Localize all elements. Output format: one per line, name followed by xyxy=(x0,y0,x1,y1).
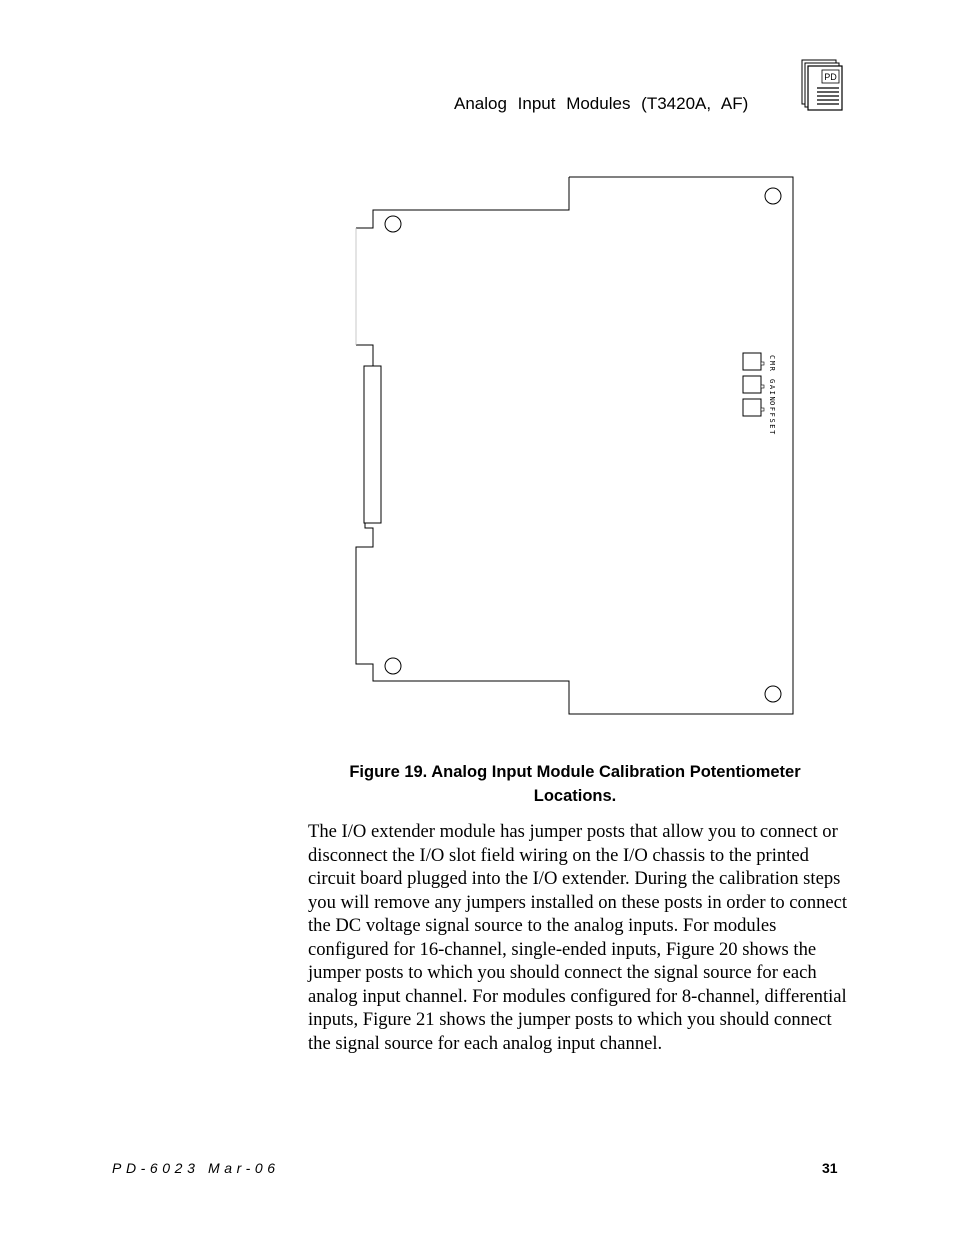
calibration-board-diagram xyxy=(350,170,800,720)
board-outline-top xyxy=(356,177,569,228)
body-paragraph: The I/O extender module has jumper posts that allow you to connect or disconnect the I/O slot field wiring on the I/O chassis to the printed circuit board plugged into the I/O extender. During the calibration steps you will remove any jumpers installed on these posts in order to connect the DC voltage signal source to the analog inputs. For modules configured for 16-channel, single-ended inputs, Figure 20 shows the jumper posts to which you should connect the signal source for each analog input channel. For modules configured for 8-channel, differential inputs, Figure 21 shows the jumper posts to which you should connect the signal source for each analog input channel. xyxy=(308,821,848,1054)
mounting-hole-icon xyxy=(385,216,401,232)
figure-caption-line1: Figure 19. Analog Input Module Calibration Potentiometer xyxy=(349,763,801,781)
pd-logo-text: PD xyxy=(824,72,837,82)
potentiometer-cmr xyxy=(743,353,764,370)
potentiometer-offset xyxy=(743,399,764,416)
mounting-hole-icon xyxy=(765,188,781,204)
pot-label-offset: OFFSET xyxy=(768,401,776,436)
pd-document-logo-icon xyxy=(800,58,844,114)
footer-page-number: 31 xyxy=(822,1160,838,1176)
page-header-title: Analog Input Modules (T3420A, AF) xyxy=(454,94,749,113)
edge-connector xyxy=(364,366,381,523)
figure-caption xyxy=(300,760,850,808)
board-outline xyxy=(356,177,793,714)
pot-label-gain: GAIN xyxy=(768,379,776,403)
footer-doc-id: PD-6023 Mar-06 xyxy=(112,1160,280,1176)
mounting-hole-icon xyxy=(765,686,781,702)
mounting-hole-icon xyxy=(385,658,401,674)
figure-caption-line2: Locations. xyxy=(533,787,617,805)
potentiometer-gain xyxy=(743,376,764,393)
pot-label-cmr: CMR xyxy=(768,355,776,373)
